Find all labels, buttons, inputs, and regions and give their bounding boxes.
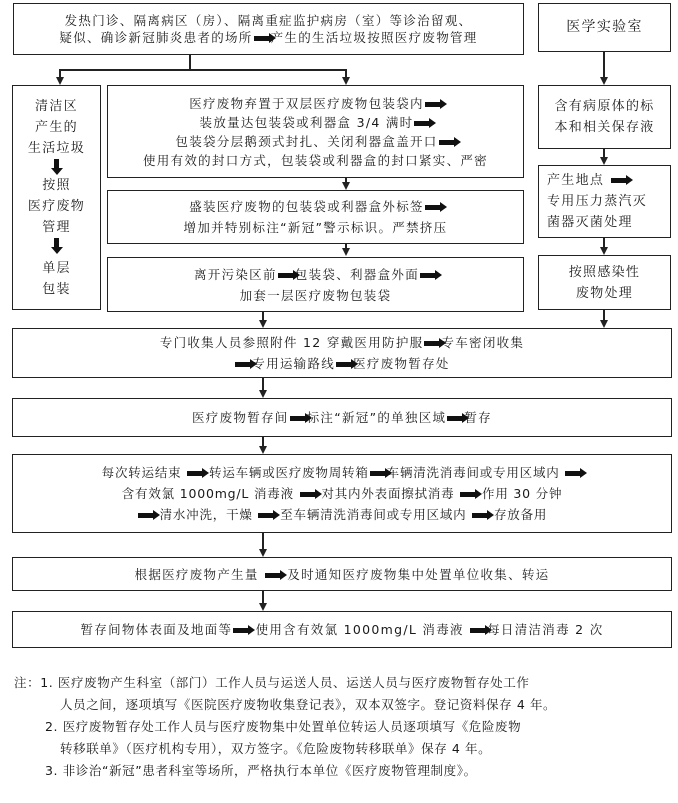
down-arrow-icon <box>259 390 267 398</box>
pack-line-3: 包装袋分层鹅颈式封扎、关闭利器盒盖开口 <box>175 133 438 149</box>
lab-label: 医学实验室 <box>566 19 643 35</box>
left-text: 包装 <box>42 281 71 297</box>
collection-line-1a: 专门收集人员参照附件 12 穿戴医用防护服 <box>159 335 424 350</box>
note-2-line-1: 2. 医疗废物暂存处工作人员与医疗废物集中处置单位转运人员逐项填写《危险废物 <box>45 719 522 734</box>
sterilize-line-3: 菌器灭菌处理 <box>547 215 633 230</box>
right-arrow-icon <box>235 362 251 367</box>
source-locations-box <box>13 3 524 55</box>
notes-prefix: 注： <box>14 675 41 690</box>
right-arrow-icon <box>425 205 441 210</box>
connector-line <box>262 533 264 550</box>
collection-box <box>12 328 672 378</box>
down-arrow-icon <box>600 247 608 255</box>
notify-text-a: 根据医疗废物产生量 <box>134 566 259 582</box>
down-arrow-icon <box>259 320 267 328</box>
note-1-line-1: 1. 医疗废物产生科室（部门）工作人员与运送人员、运送人员与医疗废物暂存处工作 <box>40 675 530 690</box>
warning-label-box <box>107 190 524 244</box>
connector-line <box>59 69 346 71</box>
transport-text: 对其内外表面擦拭消毒 <box>321 486 455 501</box>
note-2-line-2: 转移联单》（医疗机构专用），双方签字。《危险废物转移联单》保存 4 年。 <box>60 741 492 756</box>
pathogen-specimen-box <box>538 85 671 149</box>
temporary-storage-box <box>12 398 672 437</box>
right-arrow-icon <box>424 341 440 346</box>
down-arrow-icon <box>259 446 267 454</box>
left-text: 医疗废物 <box>27 198 86 214</box>
label-line-1: 盛装医疗废物的包装袋或利器盒外标签 <box>189 199 424 214</box>
down-arrow-icon <box>342 77 350 85</box>
daily-text-a: 暂存间物体表面及地面等 <box>80 622 233 637</box>
transport-text: 存放备用 <box>494 507 548 522</box>
outer-line-1b: 包装袋、利器盒外面 <box>294 266 419 282</box>
storage-text-b: 标注“新冠”的单独区域 <box>306 410 447 425</box>
left-text: 产生的 <box>35 119 78 135</box>
left-text: 单层 <box>42 260 71 276</box>
infectious-line-2: 废物处理 <box>575 285 634 301</box>
notify-text-b: 及时通知医疗废物集中处置单位收集、转运 <box>287 566 550 582</box>
down-arrow-icon <box>600 320 608 328</box>
right-arrow-icon <box>187 471 203 476</box>
collection-line-1b: 专车密闭收集 <box>441 335 525 350</box>
right-arrow-icon <box>300 492 316 497</box>
left-text: 生活垃圾 <box>27 140 86 156</box>
left-text: 按照 <box>42 177 71 193</box>
right-arrow-icon <box>439 140 455 145</box>
connector-line <box>603 52 605 78</box>
right-arrow-icon <box>414 121 430 126</box>
storage-text-a: 医疗废物暂存间 <box>192 410 289 425</box>
right-arrow-icon <box>420 273 436 278</box>
daily-text-c: 每日清洁消毒 2 次 <box>487 622 604 637</box>
down-arrow-icon <box>259 549 267 557</box>
down-arrow-icon <box>54 238 59 248</box>
right-arrow-icon <box>425 102 441 107</box>
pack-line-4: 使用有效的封口方式，包装袋或利器盒的封口紧实、严密 <box>142 152 488 168</box>
notify-disposal-unit-box <box>12 557 672 591</box>
connector-line <box>189 55 191 70</box>
down-arrow-icon <box>342 182 350 190</box>
double-bag-packaging-box <box>107 85 524 178</box>
outer-bag-box <box>107 257 524 312</box>
daily-disinfection-box <box>12 611 672 648</box>
clean-area-waste-box <box>12 85 101 310</box>
down-arrow-icon <box>54 159 59 169</box>
right-arrow-icon <box>470 628 486 633</box>
right-arrow-icon <box>336 362 352 367</box>
right-arrow-icon <box>290 416 306 421</box>
right-arrow-icon <box>447 416 463 421</box>
transport-text: 每次转运结束 <box>101 465 182 480</box>
notes-section <box>14 672 678 782</box>
collection-line-2b: 医疗废物暂存处 <box>353 356 450 371</box>
medical-lab-box <box>538 3 671 52</box>
outer-line-1a: 离开污染区前 <box>193 266 277 282</box>
down-arrow-icon <box>600 77 608 85</box>
down-arrow-icon <box>259 603 267 611</box>
right-arrow-icon <box>258 513 274 518</box>
transport-text: 转运车辆或医疗废物周转箱 <box>209 465 369 480</box>
label-line-2: 增加并特别标注“新冠”警示标识。严禁挤压 <box>183 220 448 235</box>
right-arrow-icon <box>472 513 488 518</box>
down-arrow-icon <box>600 157 608 165</box>
sterilize-line-2: 专用压力蒸汽灭 <box>547 194 648 209</box>
collection-line-2a: 专用运输路线 <box>252 356 336 371</box>
source-line-1: 发热门诊、隔离病区（房）、隔离重症监护病房（室）等诊治留观、 <box>64 13 473 28</box>
transport-text: 清水冲洗，干燥 <box>159 507 253 522</box>
right-arrow-icon <box>370 471 386 476</box>
specimen-line-2: 本和相关保存液 <box>554 120 655 135</box>
right-arrow-icon <box>565 471 581 476</box>
daily-text-b: 使用含有效氯 1000mg/L 消毒液 <box>255 622 464 637</box>
left-text: 清洁区 <box>35 98 78 114</box>
right-arrow-icon <box>138 513 154 518</box>
note-1-line-2: 人员之间，逐项填写《医院医疗废物收集登记表》，双本双签字。登记资料保存 4 年。 <box>60 697 557 712</box>
down-arrow-icon <box>56 77 64 85</box>
source-line-2a: 疑似、确诊新冠肺炎患者的场所 <box>59 30 253 45</box>
transport-text: 车辆清洗消毒间或专用区域内 <box>386 465 560 480</box>
sterilize-line-1: 产生地点 <box>547 173 605 188</box>
specimen-line-1: 含有病原体的标 <box>554 99 655 114</box>
pack-line-1: 医疗废物弃置于双层医疗废物包装袋内 <box>189 95 424 111</box>
right-arrow-icon <box>233 628 249 633</box>
outer-line-2: 加套一层医疗废物包装袋 <box>239 287 392 303</box>
right-arrow-icon <box>278 273 294 278</box>
pack-line-2: 装放量达包装袋或利器盒 3/4 满时 <box>199 114 414 130</box>
right-arrow-icon <box>611 178 627 183</box>
note-3-line-1: 3. 非诊治“新冠”患者科室等场所，严格执行本单位《医疗废物管理制度》。 <box>45 763 477 778</box>
left-text: 管理 <box>42 219 71 235</box>
vehicle-disinfection-box <box>12 454 672 533</box>
source-line-2b: 产生的生活垃圾按照医疗废物管理 <box>270 30 478 45</box>
transport-text: 含有效氯 1000mg/L 消毒液 <box>121 486 294 501</box>
transport-text: 作用 30 分钟 <box>482 486 563 501</box>
transport-text: 至车辆清洗消毒间或专用区域内 <box>280 507 467 522</box>
down-arrow-icon <box>342 248 350 256</box>
right-arrow-icon <box>265 573 281 578</box>
storage-text-c: 暂存 <box>464 410 492 425</box>
steam-sterilization-box <box>538 165 671 238</box>
right-arrow-icon <box>254 36 270 41</box>
infectious-line-1: 按照感染性 <box>568 264 641 280</box>
infectious-waste-box <box>538 255 671 310</box>
right-arrow-icon <box>460 492 476 497</box>
